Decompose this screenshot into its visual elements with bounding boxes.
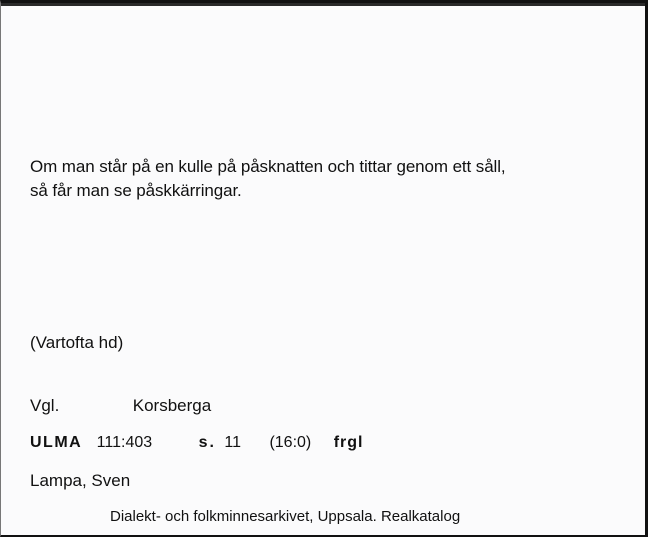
date-code: (16:0) xyxy=(269,434,312,451)
category-code: frgl xyxy=(333,434,364,451)
page-label: s. xyxy=(198,434,216,451)
collector-name: Lampa, Sven xyxy=(30,471,131,490)
region-label: (Vartofta hd) xyxy=(30,333,124,352)
body-text-line: Om man står på en kulle på påsknatten och tittar genom ett såll, xyxy=(30,157,506,176)
body-text-line: så får man se påskkärringar. xyxy=(30,181,242,200)
card-top-edge xyxy=(1,3,645,6)
reference-row xyxy=(30,434,363,452)
card-footer: Dialekt- och folkminnesarkivet, Uppsala. Realkatalog xyxy=(110,508,461,525)
page-number: 11 xyxy=(224,434,241,451)
archive-code: ULMA xyxy=(30,434,83,451)
place-row xyxy=(30,396,211,416)
archive-number: 111:403 xyxy=(96,434,153,451)
card-body-text xyxy=(30,155,630,203)
place-name: Korsberga xyxy=(132,396,212,415)
province-label: Vgl. xyxy=(30,396,60,415)
